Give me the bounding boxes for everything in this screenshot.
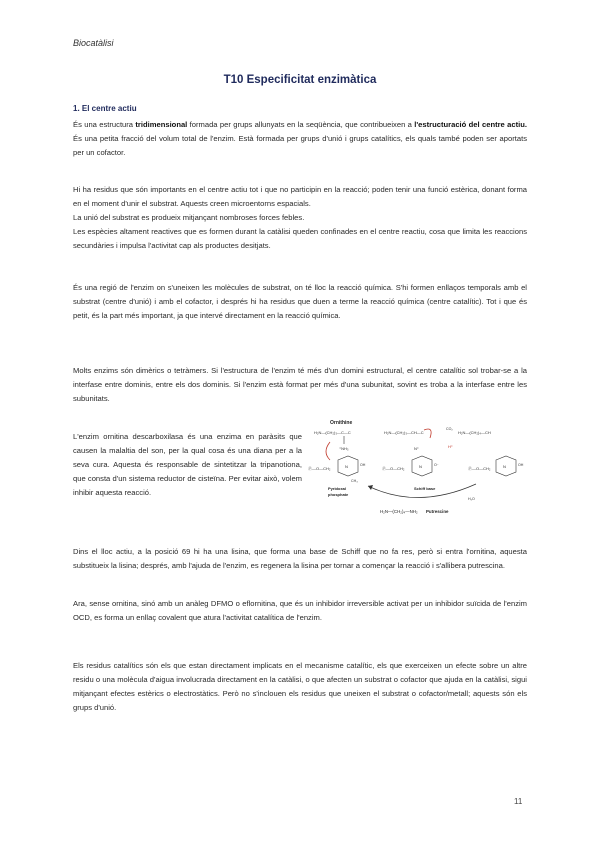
svg-text:N: N <box>419 464 422 469</box>
pyridine-ring-icon <box>338 456 358 476</box>
svg-text:N⁺: N⁺ <box>414 446 419 451</box>
svg-text:Ⓟ—O—CH₂: Ⓟ—O—CH₂ <box>308 466 331 471</box>
svg-text:⁺NH₃: ⁺NH₃ <box>339 446 349 451</box>
svg-text:H₂N—(CH₂)₃—C—C: H₂N—(CH₂)₃—C—C <box>314 430 351 435</box>
label-co2: CO₂ <box>446 427 453 431</box>
svg-text:Ⓟ—O—CH₂: Ⓟ—O—CH₂ <box>468 466 491 471</box>
svg-text:OH: OH <box>360 463 366 467</box>
svg-text:O⁻: O⁻ <box>434 463 439 467</box>
svg-text:Ⓟ—O—CH₂: Ⓟ—O—CH₂ <box>382 466 405 471</box>
putrescine-formula: H₂N—(CH₂)₄—NH₂ <box>380 509 418 514</box>
bold-term-structure: l'estructuració del centre actiu. <box>414 120 527 129</box>
svg-text:N: N <box>503 464 506 469</box>
paragraph-ornithine: L'enzim ornitina descarboxilasa és una enzima en paràsits que causen la malaltia del son, per la qual cosa és una diana per a la seva cura. Aquesta és responsable de sintetitzar la tripanotiona, que consta d'un sistema reductor de cisteïna. Per evitar això, volem inhibir aquesta reacció. <box>73 432 302 497</box>
section-heading: 1. El centre actiu <box>73 104 137 113</box>
bold-term-tridimensional: tridimensional <box>135 120 188 129</box>
label-proton: H⁺ <box>448 444 453 449</box>
paragraph-definition: És una estructura tridimensional formada per grups allunyats en la seqüència, que contribueixen a l'estructuració del centre actiu. És una petita fracció del volum total de l'enzim. Està formada per grups d'unió i grups catalítics, els quals també poden ser aportats per un cofactor. <box>73 120 527 157</box>
page-title: T10 Especificitat enzimàtica <box>223 74 377 86</box>
paragraph-dimers: Molts enzims són dimèrics o tetràmers. Si l'estructura de l'enzim té més d'un domini estructural, el centre catalític sol trobar-se a la interfase entre dominis, entre els dos dominis. Si l'enzim està format per més d'una subunitat, sovint es troba a la interfase entre les subunitats. <box>73 366 527 403</box>
running-header: Biocatàlisi <box>73 38 114 48</box>
label-schiff-base: Schiff base <box>414 486 436 491</box>
svg-text:N: N <box>345 464 348 469</box>
svg-text:H₂N—(CH₂)₃—CH—C: H₂N—(CH₂)₃—CH—C <box>384 430 424 435</box>
paragraph-region: És una regió de l'enzim on s'uneixen les molècules de substrat, on té lloc la reacció química. S'hi formen enllaços temporals amb el substrat (centre d'unió) i amb el cofactor, i després hi ha residus que duen a terme la reacció química (centre catalític). Tot i que és petit, és la part més important, ja que intervé directament en la reacció química. <box>73 283 527 320</box>
arrow-icon <box>326 442 330 460</box>
page-number: 11 <box>514 797 523 806</box>
svg-text:H₂N—(CH₂)₄—CH: H₂N—(CH₂)₄—CH <box>458 430 491 435</box>
svg-text:CH₃: CH₃ <box>351 479 358 483</box>
svg-text:H₂O: H₂O <box>468 497 475 501</box>
reaction-mechanism-figure <box>308 412 528 522</box>
label-putrescine: Putrescine <box>426 509 449 514</box>
paragraph-catalytic-residues: Els residus catalítics són els que estan directament implicats en el mecanisme catalític, els que exerceixen un efecte sobre un altre residu o una molècula d'aigua involucrada directament en la catàlisi, o que afecten un substrat o cofactor que ajuda en la catàlisi, sigui mitjançant efectes estèrics o electrostàtics. Però no s'inclouen els residus que uneixen el substrat o cofactor/metall; aquests són els grups d'unió. <box>73 661 527 712</box>
paragraph-lysine: Dins el lloc actiu, a la posició 69 hi ha una lisina, que forma una base de Schiff que no fa res, però si entra l'ornitina, aquesta substitueix la lisina; després, amb l'ajuda de l'enzim, es regenera la lisina per tornar a començar la reacció i s'allibera putrescina. <box>73 547 527 570</box>
paragraph-residues: Hi ha residus que són importants en el centre actiu tot i que no participin en la reacció; poden tenir una funció estèrica, donant forma en el moment d'unir el substrat. Aquests creen microentorns espacials. La unió del substrat es produeix mitjançant nombroses forces febles. Les espècies altament reactives que es formen durant la catàlisi queden confinades en el centre reactiu, cosa que limita les reaccions secundàries i impulsa l'activitat cap als productes desitjats. <box>73 185 527 250</box>
label-ornithine: Ornithine <box>330 420 353 426</box>
label-pyridoxal: Pyridoxal <box>328 486 347 491</box>
svg-text:OH: OH <box>518 463 524 467</box>
label-phosphate: phosphate <box>328 492 349 497</box>
paragraph-dfmo: Ara, sense ornitina, sinó amb un anàleg DFMO o eflornitina, que és un inhibidor irreversible activat per un inhibidor suïcida de l'enzim OCD, es forma un enllaç covalent que atura l'activitat catalítica de l'enzim. <box>73 599 527 622</box>
